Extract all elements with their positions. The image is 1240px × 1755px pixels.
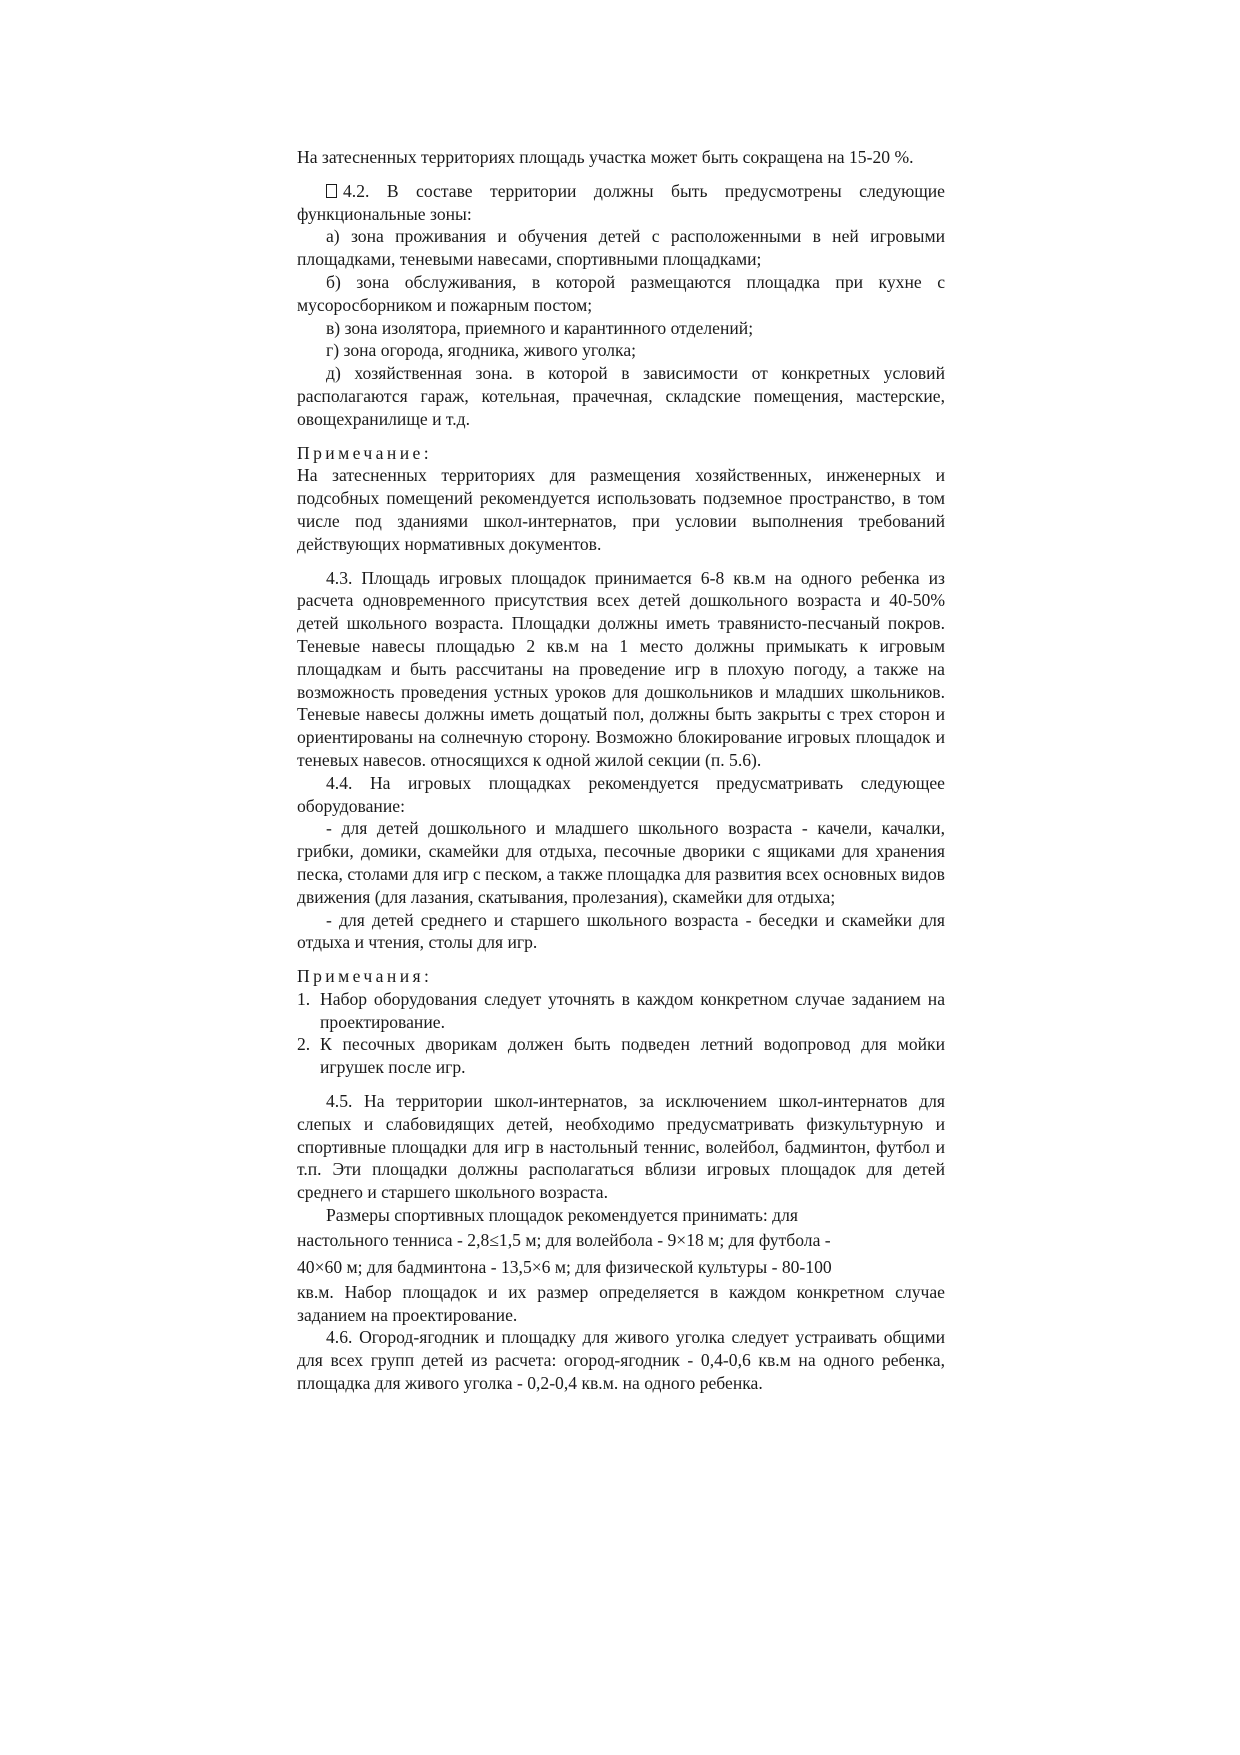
equipment-senior: - для детей среднего и старшего школьного возраста - беседки и скамейки для отдыха и чтения, столы для игр.: [297, 909, 945, 953]
section-4-5: 4.5. На территории школ-интернатов, за исключением школ-интернатов для слепых и слабовидящих детей, необходимо предусматривать физкультурную и спортивные площадки для игр в настольный теннис, волейбол, бадминтон, футбол и т.п. Эти площадки должны располагаться вблизи игровых площадок для детей среднего и старшего школьного возраста.: [297, 1091, 945, 1203]
zone-a: а) зона проживания и обучения детей с расположенными в ней игровыми площадками, теневыми навесами, спортивными площадками;: [297, 226, 945, 270]
list-item: [297, 1033, 945, 1079]
list-item-text: К песочных дворикам должен быть подведен летний водопровод для мойки игрушек после игр.: [320, 1034, 945, 1078]
zone-e: д) хозяйственная зона. в которой в зависимости от конкретных условий располагаются гараж, котельная, прачечная, складские помещения, мастерские, овощехранилище и т.д.: [297, 363, 945, 429]
note-1-heading: Примечание:: [297, 442, 433, 463]
sports-sizes-line-4: кв.м. Набор площадок и их размер определяется в каждом конкретном случае заданием на проектирование.: [297, 1281, 945, 1325]
intro-paragraph: На затесненных территориях площадь участка может быть сокращена на 15-20 %.: [297, 147, 914, 167]
missing-glyph-icon: [326, 184, 337, 198]
zone-c: в) зона изолятора, приемного и карантинного отделений;: [326, 317, 754, 338]
sports-sizes-line-3: 40×60 м; для бадминтона - 13,5×6 м; для физической культуры - 80-100: [297, 1256, 832, 1277]
section-4-2-text: 4.2. В составе территории должны быть предусмотрены следующие функциональные зоны:: [297, 180, 945, 224]
document-page: [297, 146, 945, 1395]
section-4-6: 4.6. Огород-ягодник и площадку для живого уголка следует устраивать общими для всех групп детей из расчета: огород-ягодник - 0,4-0,6 кв.м на одного ребенка, площадка для живого уголка - 0,2-0,4 кв.м. на одного ребенка.: [297, 1327, 945, 1394]
equipment-junior: - для детей дошкольного и младшего школьного возраста - качели, качалки, грибки, домики, скамейки для отдыха, песочные дворики с ящиками для хранения песка, столами для игр с песком, а также площадка для развития всех основных видов движения (для лазания, скатывания, пролезания), скамейки для отдыха;: [297, 818, 945, 907]
list-item-number: 1.: [297, 988, 311, 1009]
list-item-text: Набор оборудования следует уточнять в каждом конкретном случае заданием на проектирование.: [320, 988, 945, 1032]
sports-sizes-line-1: Размеры спортивных площадок рекомендуется принимать: для: [326, 1205, 798, 1226]
note-2-heading: Примечания:: [297, 966, 433, 987]
section-4-3: 4.3. Площадь игровых площадок принимается 6-8 кв.м на одного ребенка из расчета одновременного присутствия всех детей дошкольного возраста и 40-50% детей школьного возраста. Площадки должны иметь травянисто-песчаный покров. Теневые навесы площадью 2 кв.м на 1 место должны примыкать к игровым площадкам и быть рассчитаны на проведение игр в плохую погоду, а также на возможность проведения устных уроков для дошкольников и младших школьников. Теневые навесы должны иметь дощатый пол, должны быть закрыты с трех сторон и ориентированы на солнечную сторону. Возможно блокирование игровых площадок и теневых навесов. относящихся к одной жилой секции (п. 5.6).: [297, 567, 945, 770]
list-item-number: 2.: [297, 1034, 311, 1055]
note-1-text: На затесненных территориях для размещения хозяйственных, инженерных и подсобных помещений рекомендуется использовать подземное пространство, в том числе под зданиями школ-интернатов, при условии выполнения требований действующих нормативных документов.: [297, 465, 945, 554]
section-4-4: 4.4. На игровых площадках рекомендуется предусматривать следующее оборудование:: [297, 772, 945, 816]
sports-sizes-line-2: настольного тенниса - 2,8≤1,5 м; для волейбола - 9×18 м; для футбола -: [297, 1229, 831, 1250]
note-2-list: [297, 988, 945, 1079]
section-4-2-heading: [297, 180, 945, 226]
zone-b: б) зона обслуживания, в которой размещаются площадка при кухне с мусоросборником и пожарным постом;: [297, 271, 945, 315]
list-item: [297, 988, 945, 1034]
zone-d: г) зона огорода, ягодника, живого уголка;: [326, 340, 637, 361]
